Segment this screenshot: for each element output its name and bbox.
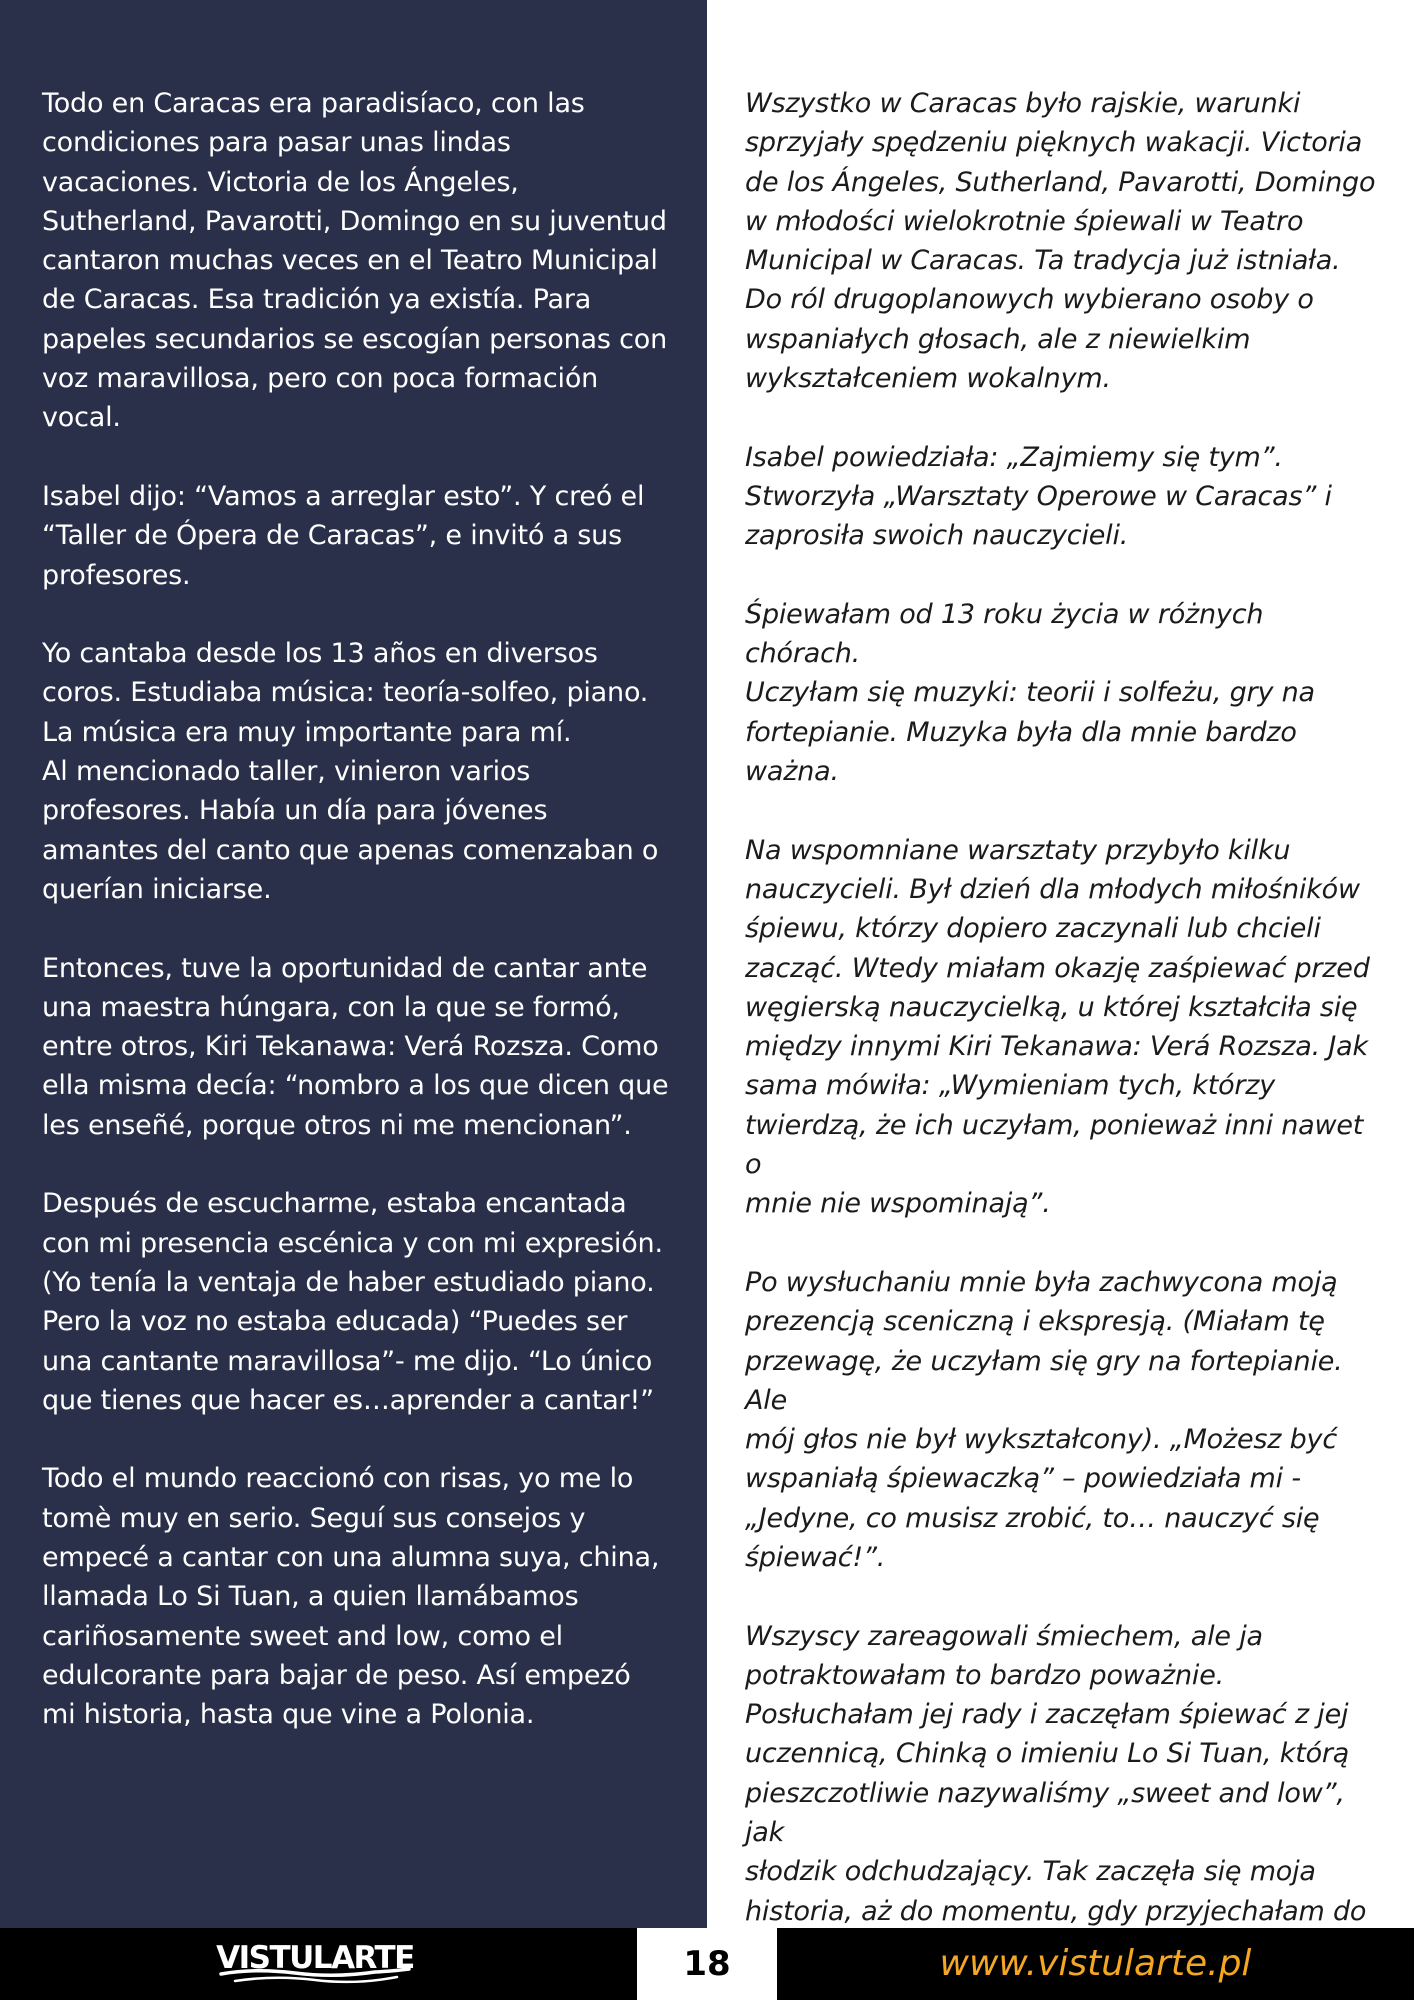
- paragraph: Después de escucharme, estaba encantada con mi presencia escénica y con mi expresión. (Yo tenía la ventaja de haber estudiado piano. Pero la voz no estaba educada) “Puedes ser una cantante maravillosa”- me dijo. “Lo único que tienes que hacer es…aprender a cantar!”: [42, 1188, 663, 1416]
- paragraph: Todo en Caracas era paradisíaco, con las condiciones para pasar unas lindas vacaciones. Victoria de los Ángeles, Sutherland, Pavarotti, Domingo en su juventud cantaron muchas veces en el Teatro Municipal de Caracas. Esa tradición ya existía. Para papeles secundarios se escogían personas con voz maravillosa, pero con poca formación vocal.: [42, 88, 668, 434]
- paragraph: Na wspomniane warsztaty przybyło kilku nauczycieli. Był dzień dla młodych miłośników śpiewu, którzy dopiero zaczynali lub chcieli zacząć. Wtedy miałam okazję zaśpiewać przed węgierską nauczycielką, u której kształciła się między innymi Kiri Tekanawa: Verá Rozsza. Jak sama mówiła: „Wymieniam tych, którzy twierdzą, że ich uczyłam, ponieważ inni nawet o mnie nie wspominają”.: [745, 834, 1370, 1220]
- paragraph: Wszystko w Caracas było rajskie, warunki sprzyjały spędzeniu pięknych wakacji. Victoria de los Ángeles, Sutherland, Pavarotti, Domingo w młodości wielokrotnie śpiewali w Teatro Municipal w Caracas. Ta tradycja już istniała. Do ról drugoplanowych wybierano osoby o wspaniałych głosach, ale z niewielkim wykształceniem wokalnym.: [745, 88, 1376, 395]
- paragraph: Śpiewałam od 13 roku życia w różnych chórach. Uczyłam się muzyki: teorii i solfeżu, gry na fortepianie. Muzyka była dla mnie bardzo ważna.: [745, 598, 1315, 788]
- website-link[interactable]: www.vistularte.pl: [939, 1943, 1252, 1984]
- paragraph: Todo el mundo reaccionó con risas, yo me lo tomè muy en serio. Seguí sus consejos y empecé a cantar con una alumna suya, china, llamada Lo Si Tuan, a quien llamábamos cariñosamente sweet and low, como el edulcorante para bajar de peso. Así empezó mi historia, hasta que vine a Polonia.: [42, 1463, 660, 1731]
- paragraph: Po wysłuchaniu mnie była zachwycona moją prezencją sceniczną i ekspresją. (Miałam tę przewagę, że uczyłam się gry na fortepianie. Ale mój głos nie był wykształcony). „Możesz być wspaniałą śpiewaczką” – powiedziała mi - „Jedyne, co musisz zrobić, to… nauczyć się śpiewać!”.: [745, 1266, 1343, 1573]
- paragraph: Yo cantaba desde los 13 años en diversos coros. Estudiaba música: teoría-solfeo, piano. La música era muy importante para mí. Al mencionado taller, vinieron varios profesores. Había un día para jóvenes amantes del canto que apenas comenzaban o querían iniciarse.: [42, 638, 659, 905]
- logo-text: VISTULARTE: [216, 1940, 414, 1976]
- spanish-text-column: [42, 84, 672, 1774]
- wave-icon: [215, 1966, 415, 1986]
- vistularte-logo: [215, 1940, 415, 1986]
- paragraph: Wszyscy zareagowali śmiechem, ale ja potraktowałam to bardzo poważnie. Posłuchałam jej rady i zaczęłam śpiewać z jej uczennicą, Chinką o imieniu Lo Si Tuan, którą pieszczotliwie nazywaliśmy „sweet and low”, jak słodzik odchudzający. Tak zaczęła się moja historia, aż do momentu, gdy przyjechałam do: [745, 1620, 1367, 1927]
- paragraph: Entonces, tuve la oportunidad de cantar ante una maestra húngara, con la que se formó, entre otros, Kiri Tekanawa: Verá Rozsza. Como ella misma decía: “nombro a los que dicen que les enseñé, porque otros ni me mencionan”.: [42, 952, 669, 1141]
- polish-text-column: [745, 84, 1377, 2010]
- page-number: 18: [637, 1928, 777, 2000]
- paragraph: Isabel dijo: “Vamos a arreglar esto”. Y creó el “Taller de Ópera de Caracas”, e invitó a sus profesores.: [42, 480, 645, 591]
- paragraph: Isabel powiedziała: „Zajmiemy się tym”. Stworzyła „Warsztaty Operowe w Caracas” i zaprosiła swoich nauczycieli.: [745, 441, 1332, 552]
